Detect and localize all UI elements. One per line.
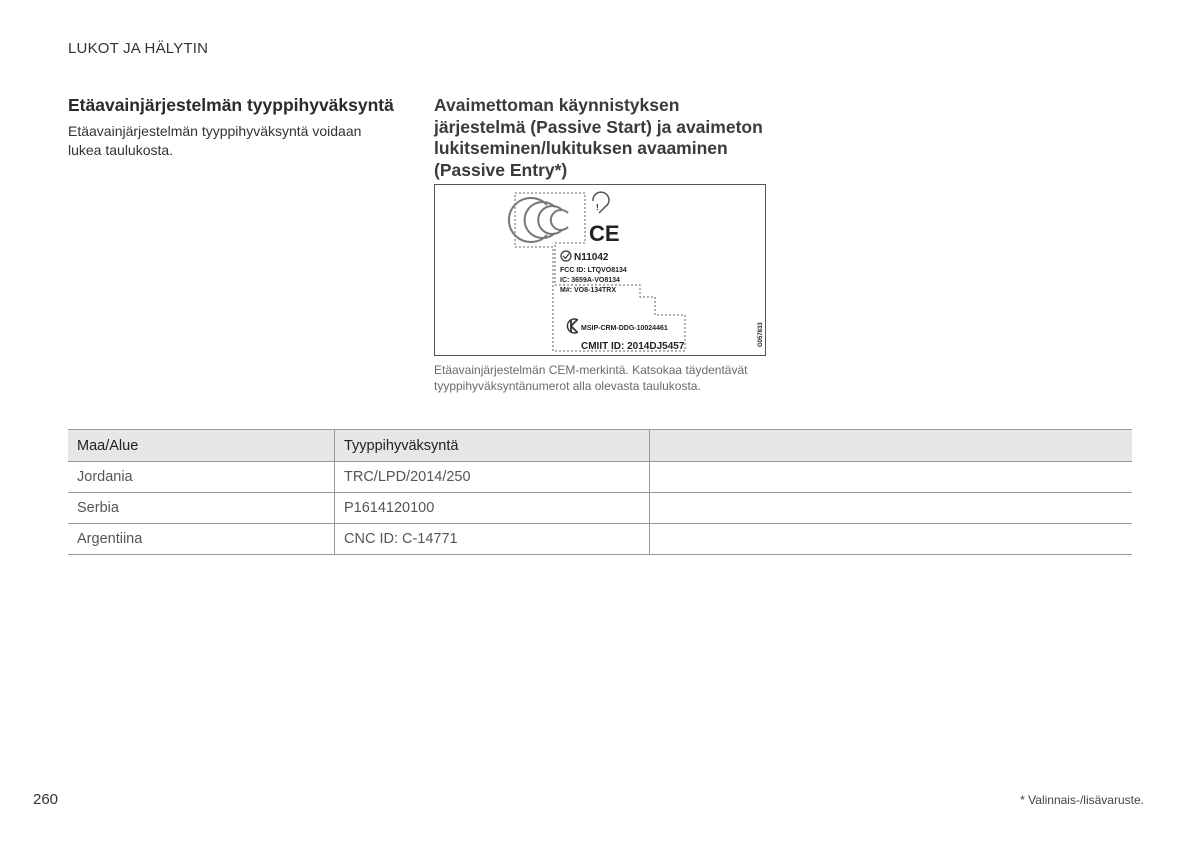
- table-row: [68, 524, 1132, 555]
- type-approval-section: [68, 95, 398, 160]
- header-country: Maa/Alue: [68, 430, 335, 462]
- n-number-text: N11042: [574, 252, 609, 263]
- empty-cell: [650, 462, 1133, 493]
- page-number: 260: [33, 791, 59, 808]
- passive-entry-heading: Avaimettoman käynnistyksen järjestelmä (Passive Start) ja avaimeton lukitseminen/lukituksen avaaminen (Passive Entry*): [434, 95, 763, 180]
- kc-mark-icon: [567, 319, 578, 333]
- approval-cell: P1614120100: [335, 493, 650, 524]
- approval-cell: CNC ID: C-14771: [335, 524, 650, 555]
- cem-label-figure: [434, 184, 766, 356]
- svg-text:!: !: [596, 203, 599, 212]
- fcc-id-text: FCC ID: LTQVO8134: [560, 267, 627, 274]
- table-row: [68, 493, 1132, 524]
- table-header-row: [68, 430, 1132, 462]
- figure-caption: Etäavainjärjestelmän CEM-merkintä. Katsokaa täydentävät tyyppihyväksyntänumerot alla olevasta taulukosta.: [434, 363, 748, 393]
- header-approval: Tyyppihyväksyntä: [335, 430, 650, 462]
- empty-cell: [650, 493, 1133, 524]
- model-text: M#: VO8-134TRX: [560, 287, 617, 294]
- empty-cell: [650, 524, 1133, 555]
- cem-label-image: [435, 185, 765, 355]
- country-cell: Serbia: [68, 493, 335, 524]
- table-row: [68, 462, 1132, 493]
- cmiit-text: CMIIT ID: 2014DJ5457: [581, 341, 685, 352]
- type-approval-heading: Etäavainjärjestelmän tyyppihyväksyntä: [68, 95, 394, 115]
- class2-alert-icon: [593, 192, 609, 213]
- section-title: LUKOT JA HÄLYTIN: [68, 40, 209, 57]
- approval-cell: TRC/LPD/2014/250: [335, 462, 650, 493]
- passive-entry-section: [434, 95, 774, 181]
- msip-text: MSIP-CRM-DDG-10024461: [581, 325, 668, 332]
- country-cell: Jordania: [68, 462, 335, 493]
- ic-id-text: IC: 3659A-VO8134: [560, 277, 620, 284]
- ce-mark-icon: CE: [589, 221, 620, 246]
- header-empty: [650, 430, 1133, 462]
- type-approval-table: [68, 429, 1132, 555]
- check-circle-icon: [561, 251, 571, 261]
- country-cell: Argentiina: [68, 524, 335, 555]
- footnote: * Valinnais-/lisävaruste.: [1020, 793, 1144, 807]
- side-code-text: G057833: [758, 322, 764, 347]
- ccc-mark-icon: [509, 198, 568, 242]
- type-approval-body: Etäavainjärjestelmän tyyppihyväksyntä voidaan lukea taulukosta.: [68, 123, 362, 158]
